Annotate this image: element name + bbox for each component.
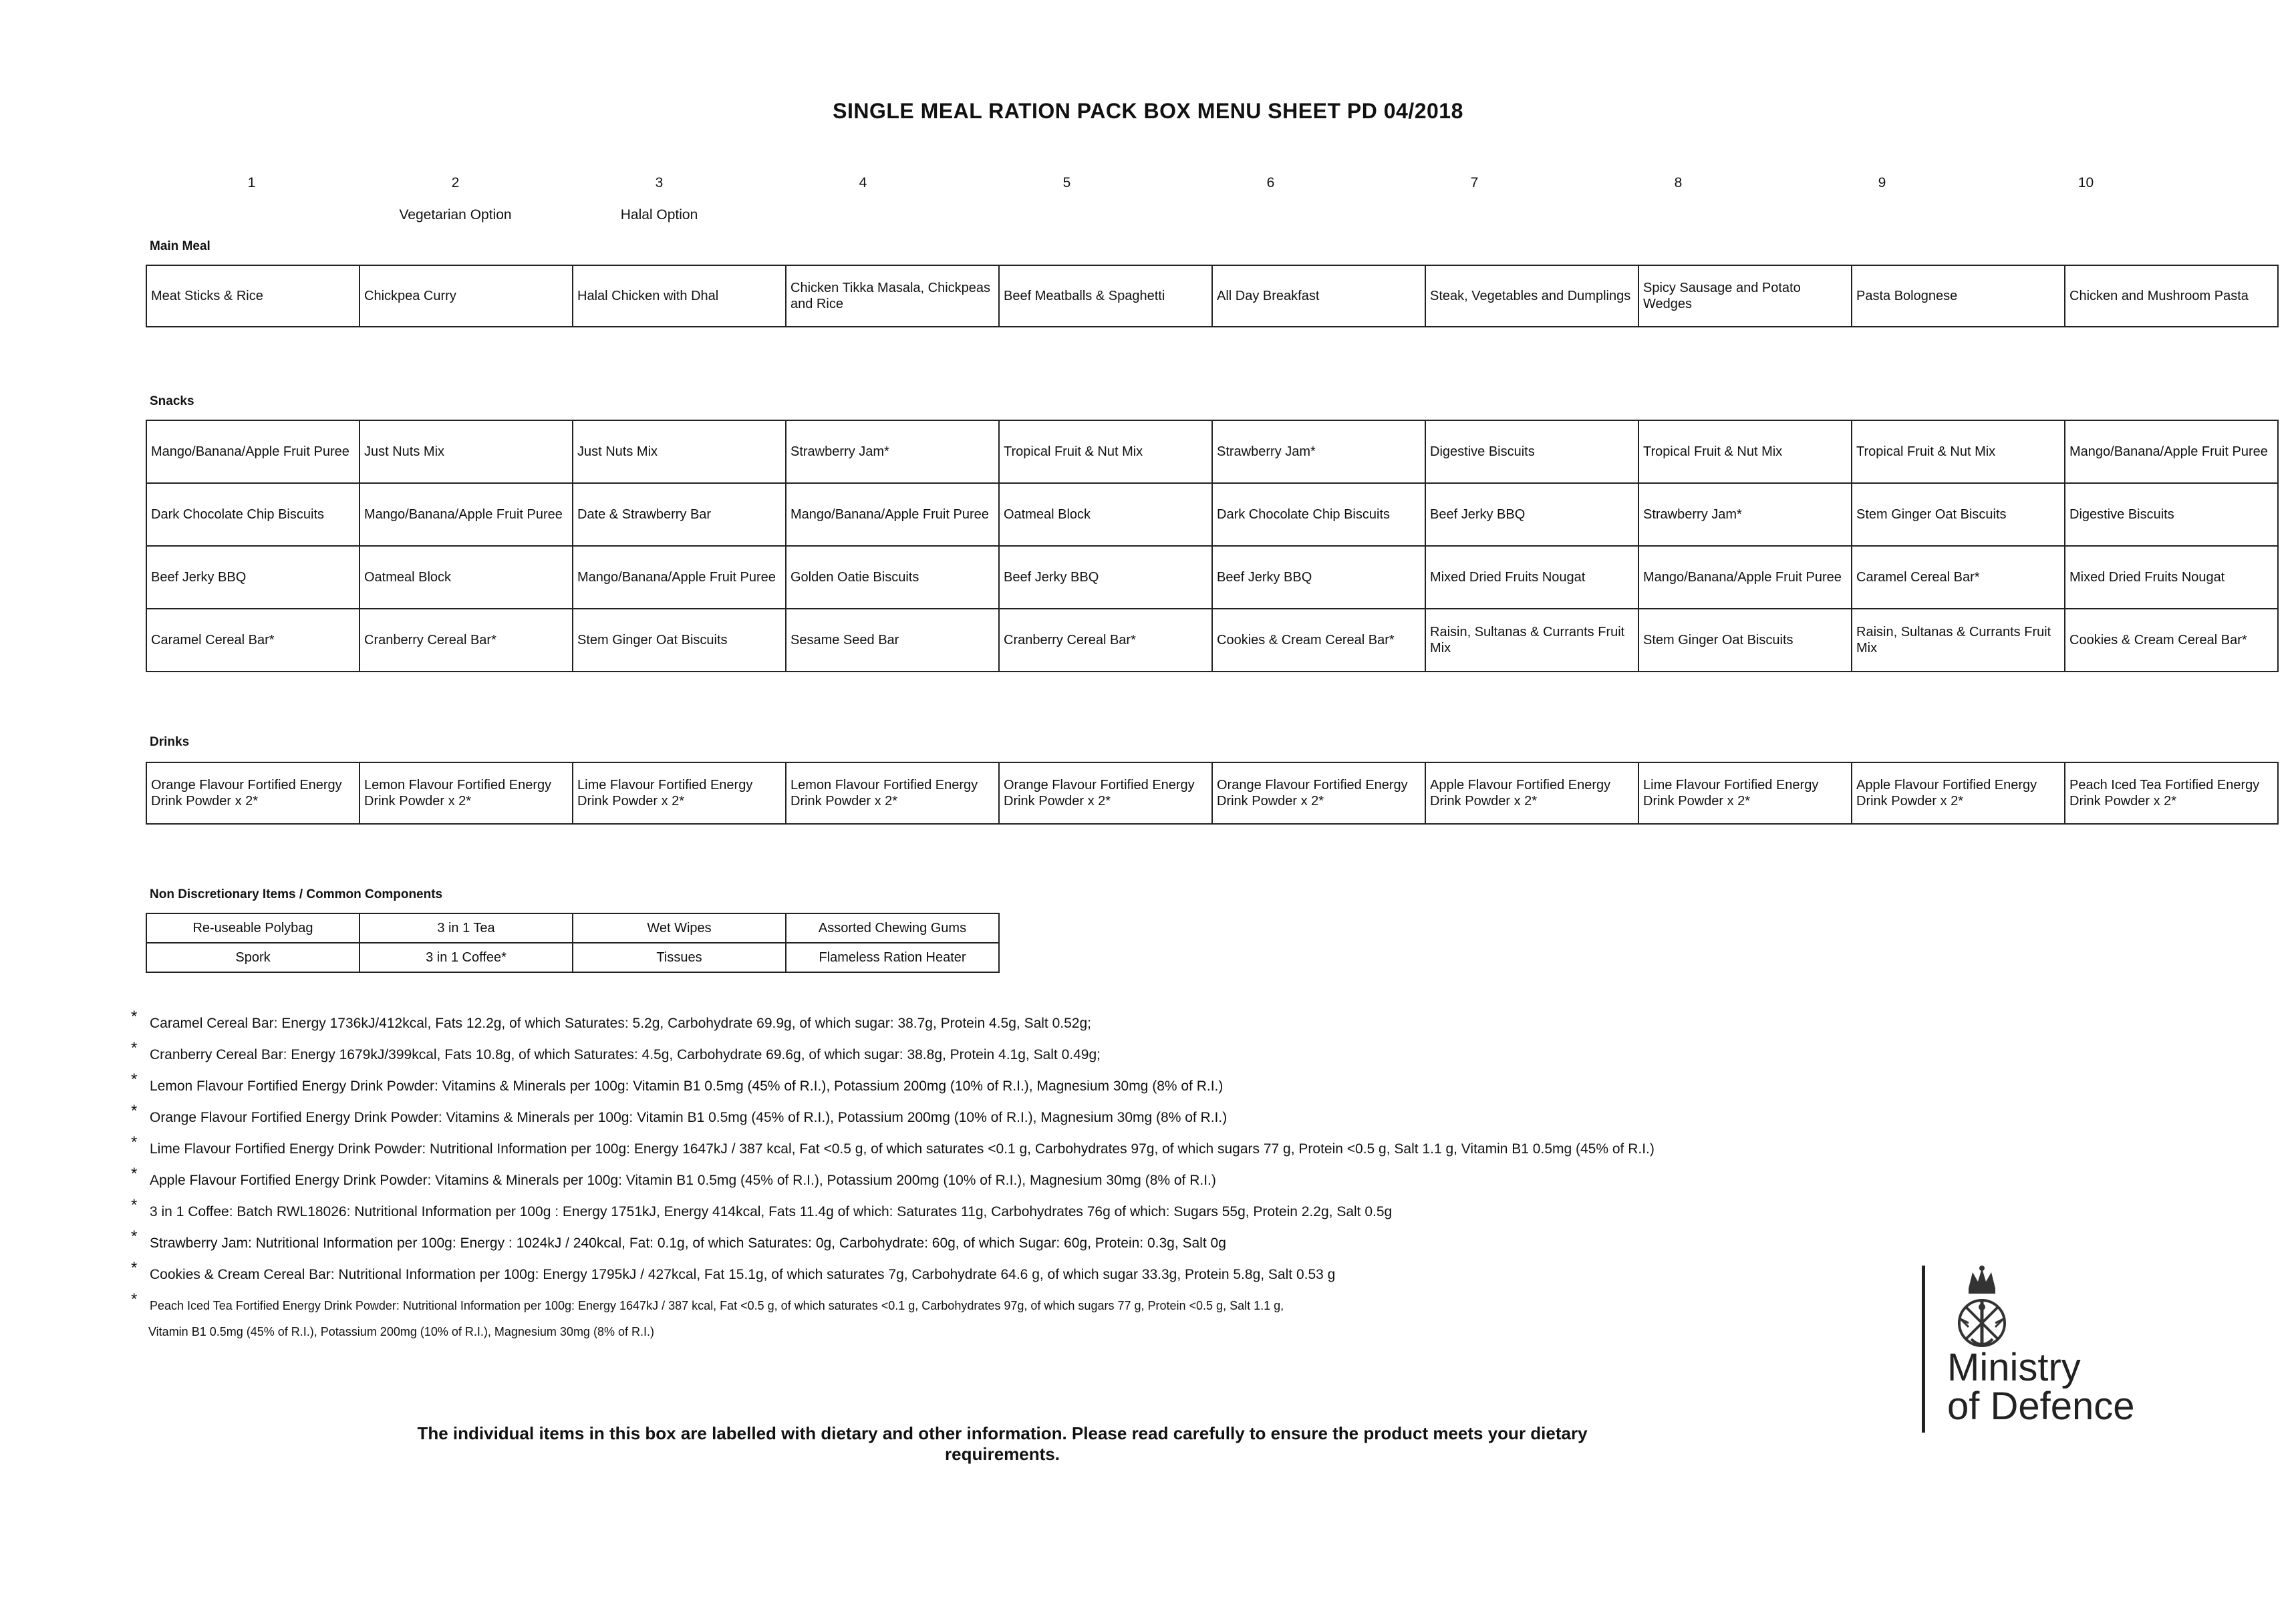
table-cell: Halal Chicken with Dhal bbox=[573, 265, 786, 327]
table-cell: Wet Wipes bbox=[573, 913, 786, 943]
table-cell: Mixed Dried Fruits Nougat bbox=[1425, 546, 1638, 609]
table-cell: Date & Strawberry Bar bbox=[573, 483, 786, 546]
table-cell: Caramel Cereal Bar* bbox=[146, 609, 360, 672]
table-cell: Mango/Banana/Apple Fruit Puree bbox=[573, 546, 786, 609]
table-cell: Orange Flavour Fortified Energy Drink Powder x 2* bbox=[1212, 762, 1425, 824]
logo-line: of Defence bbox=[1947, 1385, 2135, 1428]
table-cell: Caramel Cereal Bar* bbox=[1852, 546, 2065, 609]
table-cell: Spork bbox=[146, 943, 360, 972]
table-row bbox=[146, 762, 2278, 824]
mod-logo bbox=[1922, 1263, 2202, 1437]
table-cell: Digestive Biscuits bbox=[2065, 483, 2278, 546]
footnote bbox=[131, 1008, 2002, 1039]
common-items-table bbox=[146, 913, 1000, 973]
menu-number: 1 bbox=[247, 175, 256, 190]
table-cell: Digestive Biscuits bbox=[1425, 420, 1638, 483]
table-cell: 3 in 1 Tea bbox=[360, 913, 573, 943]
table-cell: Just Nuts Mix bbox=[573, 420, 786, 483]
footnote-text: Lemon Flavour Fortified Energy Drink Powder: Vitamins & Minerals per 100g: Vitamin B1 0.5mg (45% of R.I.), Potassium 200mg (10% of R.I.), Magnesium 30mg (8% of R.I.) bbox=[150, 1078, 1224, 1094]
table-cell: Lemon Flavour Fortified Energy Drink Powder x 2* bbox=[786, 762, 999, 824]
halal-option-note: Halal Option bbox=[620, 207, 698, 223]
menu-number: 5 bbox=[1062, 175, 1071, 190]
footnote bbox=[131, 1196, 2002, 1227]
footnote-text: Cookies & Cream Cereal Bar: Nutritional Information per 100g: Energy 1795kJ / 427kcal, Fat 15.1g, of which saturates 7g, Carbohydrate 64.6 g, of which sugar 33.3g, Protein 5.8g, Salt 0.53 g bbox=[150, 1267, 1336, 1282]
table-cell: Dark Chocolate Chip Biscuits bbox=[146, 483, 360, 546]
common-items-heading: Non Discretionary Items / Common Components bbox=[150, 887, 443, 901]
footnote-continuation: Vitamin B1 0.5mg (45% of R.I.), Potassium 200mg (10% of R.I.), Magnesium 30mg (8% of R.I.) bbox=[148, 1325, 654, 1338]
table-cell: Peach Iced Tea Fortified Energy Drink Powder x 2* bbox=[2065, 762, 2278, 824]
table-cell: Re-useable Polybag bbox=[146, 913, 360, 943]
menu-number: 10 bbox=[2077, 175, 2094, 190]
table-cell: Mango/Banana/Apple Fruit Puree bbox=[1638, 546, 1852, 609]
table-cell: Tropical Fruit & Nut Mix bbox=[999, 420, 1212, 483]
table-cell: Apple Flavour Fortified Energy Drink Powder x 2* bbox=[1425, 762, 1638, 824]
table-cell: Pasta Bolognese bbox=[1852, 265, 2065, 327]
table-cell: Oatmeal Block bbox=[999, 483, 1212, 546]
menu-number: 4 bbox=[859, 175, 867, 190]
table-row bbox=[146, 546, 2278, 609]
table-cell: Cranberry Cereal Bar* bbox=[999, 609, 1212, 672]
footnote-marker: * bbox=[131, 1102, 138, 1120]
table-cell: Flameless Ration Heater bbox=[786, 943, 999, 972]
table-cell: Mango/Banana/Apple Fruit Puree bbox=[2065, 420, 2278, 483]
table-cell: Cookies & Cream Cereal Bar* bbox=[1212, 609, 1425, 672]
main-meal-heading: Main Meal bbox=[150, 239, 210, 253]
footnote-marker: * bbox=[131, 1070, 138, 1088]
footnote-marker: * bbox=[131, 1227, 138, 1246]
footnote-text: 3 in 1 Coffee: Batch RWL18026: Nutritional Information per 100g : Energy 1751kJ, Energy 414kcal, Fats 11.4g of which: Saturates 11g, Carbohydrates 76g of which: Sugars 55g, Protein 2.2g, Salt 0.5g bbox=[150, 1204, 1393, 1219]
table-cell: Stem Ginger Oat Biscuits bbox=[1852, 483, 2065, 546]
table-cell: Tropical Fruit & Nut Mix bbox=[1852, 420, 2065, 483]
menu-number: 6 bbox=[1266, 175, 1275, 190]
table-cell: Cookies & Cream Cereal Bar* bbox=[2065, 609, 2278, 672]
table-cell: All Day Breakfast bbox=[1212, 265, 1425, 327]
table-cell: Beef Jerky BBQ bbox=[1212, 546, 1425, 609]
table-cell: Orange Flavour Fortified Energy Drink Powder x 2* bbox=[999, 762, 1212, 824]
footnote-text: Strawberry Jam: Nutritional Information per 100g: Energy : 1024kJ / 240kcal, Fat: 0.1g, of which Saturates: 0g, Carbohydrate: 60g, of which Sugar: 60g, Protein: 0.3g, Salt 0g bbox=[150, 1235, 1226, 1251]
footnotes bbox=[131, 1008, 2002, 1348]
dietary-notice: The individual items in this box are labelled with dietary and other information. Please read carefully to ensure the product meets your dietary requirements. bbox=[417, 1423, 1588, 1464]
table-cell: Beef Jerky BBQ bbox=[1425, 483, 1638, 546]
footnote bbox=[131, 1070, 2002, 1102]
table-row bbox=[146, 483, 2278, 546]
table-cell: Spicy Sausage and Potato Wedges bbox=[1638, 265, 1852, 327]
crown-crest-icon bbox=[1949, 1263, 2015, 1356]
table-cell: Mixed Dried Fruits Nougat bbox=[2065, 546, 2278, 609]
footnote-marker: * bbox=[131, 1008, 138, 1026]
page-title: SINGLE MEAL RATION PACK BOX MENU SHEET PD 04/2018 bbox=[833, 99, 1463, 123]
footnote-marker: * bbox=[131, 1196, 138, 1214]
menu-number: 7 bbox=[1470, 175, 1479, 190]
table-cell: Strawberry Jam* bbox=[1212, 420, 1425, 483]
table-cell: Mango/Banana/Apple Fruit Puree bbox=[786, 483, 999, 546]
table-cell: Beef Jerky BBQ bbox=[146, 546, 360, 609]
drinks-table bbox=[146, 762, 2279, 825]
table-cell: Mango/Banana/Apple Fruit Puree bbox=[146, 420, 360, 483]
footnote-text: Caramel Cereal Bar: Energy 1736kJ/412kcal, Fats 12.2g, of which Saturates: 5.2g, Carbohydrate 69.9g, of which sugar: 38.7g, Protein 4.5g, Salt 0.52g; bbox=[150, 1016, 1091, 1031]
table-cell: Dark Chocolate Chip Biscuits bbox=[1212, 483, 1425, 546]
footnote bbox=[131, 1259, 2002, 1290]
table-cell: Tropical Fruit & Nut Mix bbox=[1638, 420, 1852, 483]
table-cell: Strawberry Jam* bbox=[786, 420, 999, 483]
vegetarian-option-note: Vegetarian Option bbox=[399, 207, 512, 223]
table-cell: Apple Flavour Fortified Energy Drink Powder x 2* bbox=[1852, 762, 2065, 824]
logo-divider bbox=[1922, 1266, 1925, 1433]
table-cell: Beef Jerky BBQ bbox=[999, 546, 1212, 609]
footnote-text: Peach Iced Tea Fortified Energy Drink Powder: Nutritional Information per 100g: Energy 1647kJ / 387 kcal, Fat <0.5 g, of which saturates <0.1 g, Carbohydrates 97g, of which sugars 77 g, Protein <0.5 g, Salt 1.1 g, bbox=[150, 1299, 1284, 1312]
table-cell: Cranberry Cereal Bar* bbox=[360, 609, 573, 672]
footnote-text: Orange Flavour Fortified Energy Drink Powder: Vitamins & Minerals per 100g: Vitamin B1 0.5mg (45% of R.I.), Potassium 200mg (10% of R.I.), Magnesium 30mg (8% of R.I.) bbox=[150, 1110, 1228, 1125]
table-cell: Chicken Tikka Masala, Chickpeas and Rice bbox=[786, 265, 999, 327]
table-cell: Stem Ginger Oat Biscuits bbox=[1638, 609, 1852, 672]
table-cell: Lemon Flavour Fortified Energy Drink Powder x 2* bbox=[360, 762, 573, 824]
table-cell: Sesame Seed Bar bbox=[786, 609, 999, 672]
footnote bbox=[131, 1290, 2002, 1322]
logo-text bbox=[1947, 1348, 2135, 1426]
footnote bbox=[131, 1102, 2002, 1133]
footnote-marker: * bbox=[131, 1165, 138, 1183]
snacks-heading: Snacks bbox=[150, 394, 194, 408]
footnote bbox=[131, 1165, 2002, 1196]
menu-number: 8 bbox=[1674, 175, 1683, 190]
table-cell: Meat Sticks & Rice bbox=[146, 265, 360, 327]
table-cell: Mango/Banana/Apple Fruit Puree bbox=[360, 483, 573, 546]
table-cell: Assorted Chewing Gums bbox=[786, 913, 999, 943]
table-cell: Raisin, Sultanas & Currants Fruit Mix bbox=[1425, 609, 1638, 672]
table-row bbox=[146, 420, 2278, 483]
menu-number: 3 bbox=[655, 175, 664, 190]
main-meal-table bbox=[146, 265, 2279, 327]
table-cell: 3 in 1 Coffee* bbox=[360, 943, 573, 972]
table-row bbox=[146, 609, 2278, 672]
table-cell: Steak, Vegetables and Dumplings bbox=[1425, 265, 1638, 327]
table-row bbox=[146, 943, 999, 972]
footnote bbox=[131, 1039, 2002, 1070]
table-cell: Chickpea Curry bbox=[360, 265, 573, 327]
table-cell: Chicken and Mushroom Pasta bbox=[2065, 265, 2278, 327]
menu-number: 2 bbox=[451, 175, 460, 190]
footnote-text: Cranberry Cereal Bar: Energy 1679kJ/399kcal, Fats 10.8g, of which Saturates: 4.5g, Carbohydrate 69.6g, of which sugar: 38.8g, Protein 4.1g, Salt 0.49g; bbox=[150, 1047, 1101, 1062]
table-cell: Beef Meatballs & Spaghetti bbox=[999, 265, 1212, 327]
table-row bbox=[146, 265, 2278, 327]
table-cell: Lime Flavour Fortified Energy Drink Powder x 2* bbox=[1638, 762, 1852, 824]
footnote-text: Apple Flavour Fortified Energy Drink Powder: Vitamins & Minerals per 100g: Vitamin B1 0.5mg (45% of R.I.), Potassium 200mg (10% of R.I.), Magnesium 30mg (8% of R.I.) bbox=[150, 1173, 1216, 1188]
table-cell: Strawberry Jam* bbox=[1638, 483, 1852, 546]
footnote-marker: * bbox=[131, 1039, 138, 1057]
table-cell: Raisin, Sultanas & Currants Fruit Mix bbox=[1852, 609, 2065, 672]
footnote-marker: * bbox=[131, 1259, 138, 1277]
logo-line: Ministry bbox=[1947, 1346, 2081, 1389]
table-cell: Tissues bbox=[573, 943, 786, 972]
snacks-table bbox=[146, 420, 2279, 672]
table-row bbox=[146, 913, 999, 943]
table-cell: Orange Flavour Fortified Energy Drink Powder x 2* bbox=[146, 762, 360, 824]
table-cell: Just Nuts Mix bbox=[360, 420, 573, 483]
table-cell: Lime Flavour Fortified Energy Drink Powder x 2* bbox=[573, 762, 786, 824]
footnote-marker: * bbox=[131, 1133, 138, 1151]
table-cell: Oatmeal Block bbox=[360, 546, 573, 609]
menu-number: 9 bbox=[1878, 175, 1886, 190]
drinks-heading: Drinks bbox=[150, 735, 190, 749]
footnote bbox=[131, 1133, 2002, 1165]
footnote-text: Lime Flavour Fortified Energy Drink Powder: Nutritional Information per 100g: Energy 1647kJ / 387 kcal, Fat <0.5 g, of which saturates <0.1 g, Carbohydrates 97g, of which sugars 77 g, Protein <0.5 g, Salt 1.1 g, Vitamin B1 0.5mg (45% of R.I.) bbox=[150, 1141, 1655, 1157]
footnote-marker: * bbox=[131, 1290, 138, 1308]
table-cell: Stem Ginger Oat Biscuits bbox=[573, 609, 786, 672]
footnote bbox=[131, 1227, 2002, 1259]
table-cell: Golden Oatie Biscuits bbox=[786, 546, 999, 609]
